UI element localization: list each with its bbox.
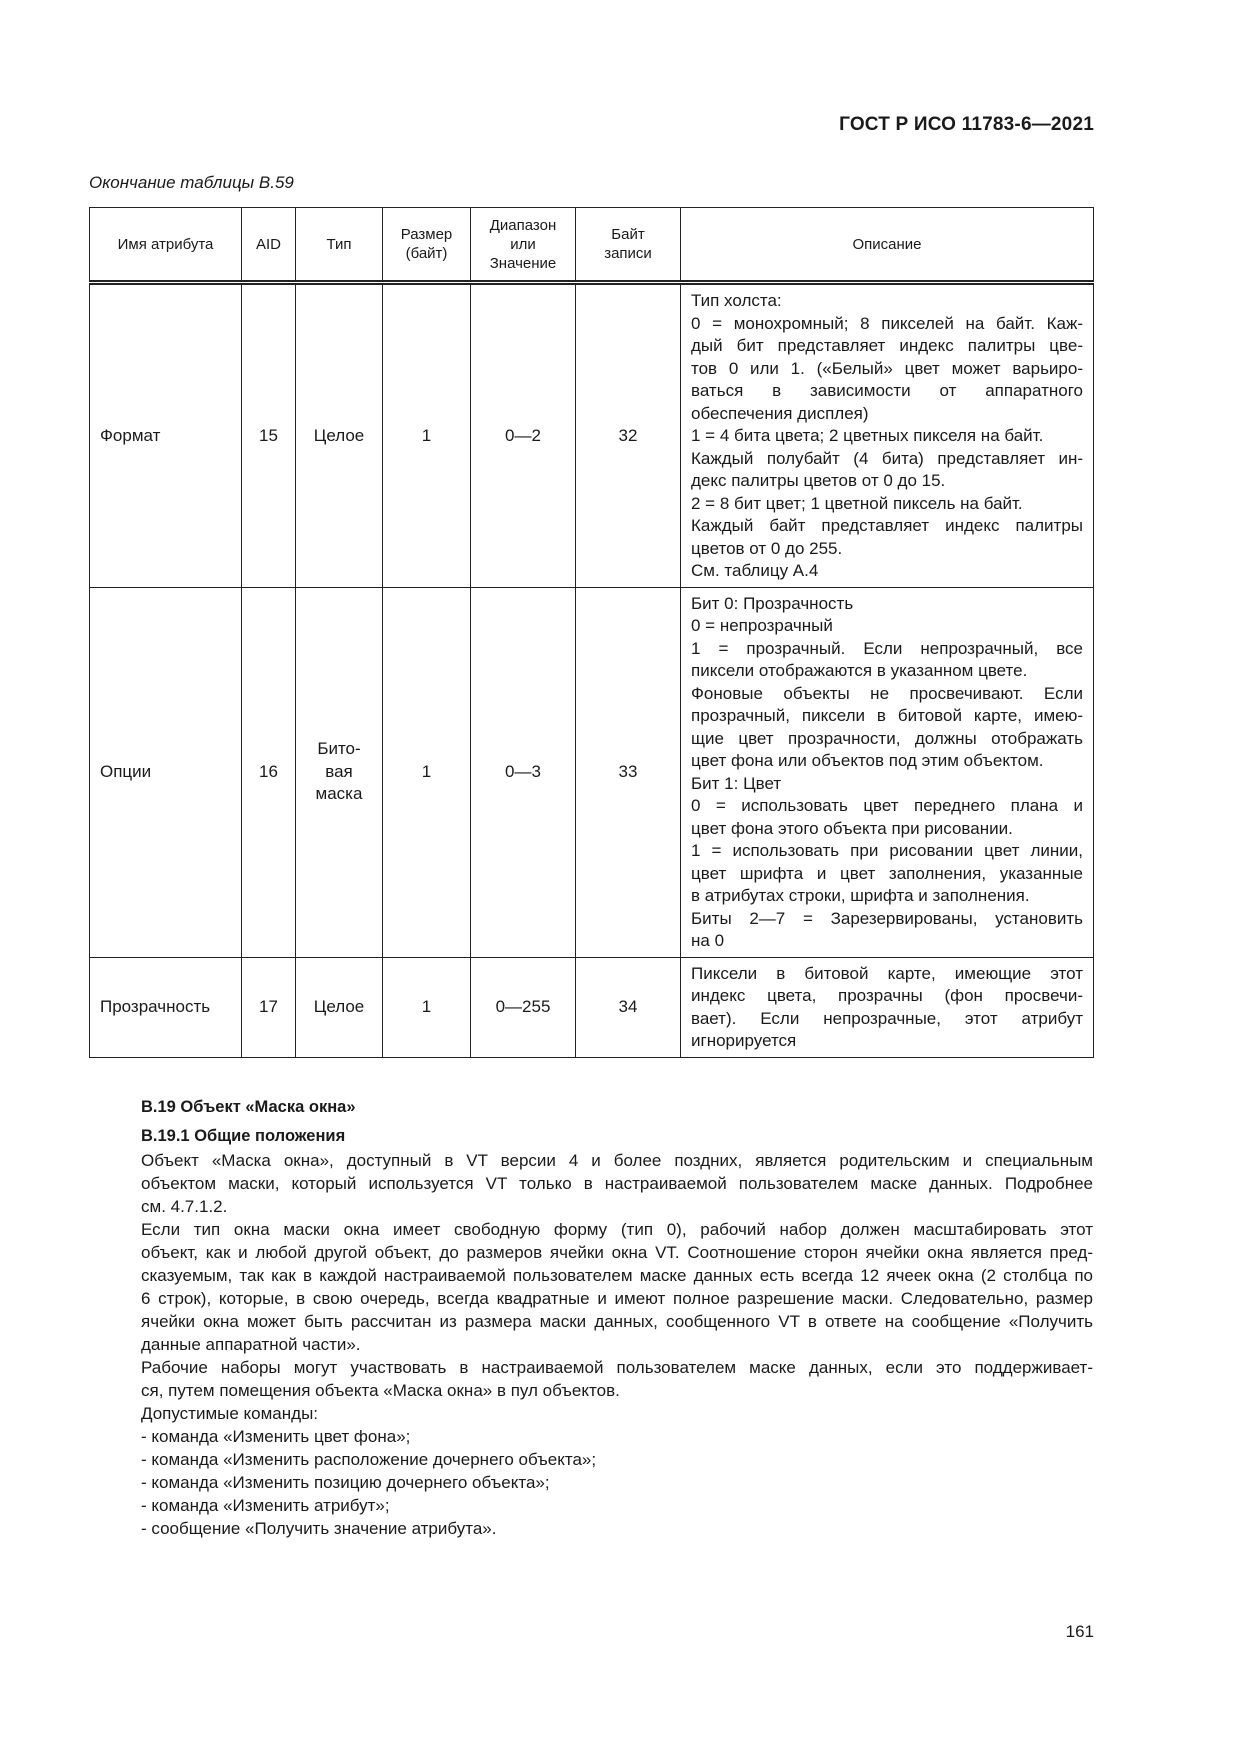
cell-description bbox=[681, 283, 1094, 588]
paragraph-line: ячейки окна может быть рассчитан из размера маски данных, сообщенного VT в ответе на сообщение «Получить bbox=[141, 1312, 1093, 1331]
cell-size: 1 bbox=[383, 957, 471, 1057]
document-standard-header: ГОСТ Р ИСО 11783-6—2021 bbox=[839, 114, 1094, 135]
description-line: в атрибутах строки, шрифта и заполнения. bbox=[691, 886, 1030, 905]
table-caption: Окончание таблицы В.59 bbox=[89, 173, 294, 192]
table-header-row bbox=[90, 208, 1094, 283]
cell-byte: 34 bbox=[576, 957, 681, 1057]
description-line: индекс цвета, прозрачны (фон просвечи- bbox=[691, 986, 1083, 1005]
cell-description bbox=[681, 957, 1094, 1057]
cell-byte: 32 bbox=[576, 283, 681, 588]
description-line: Бит 1: Цвет bbox=[691, 773, 782, 793]
paragraph-line: Если тип окна маски окна имеет свободную форму (тип 0), рабочий набор должен масштабировать этот bbox=[141, 1220, 1093, 1239]
cell-type bbox=[296, 587, 383, 957]
cell-type: Целое bbox=[296, 283, 383, 588]
paragraph-line: объектом маски, который используется VT только в настраиваемой пользователем маске данных. Подробнее bbox=[141, 1174, 1093, 1193]
description-line: игнорируется bbox=[691, 1031, 797, 1050]
paragraph-line: см. 4.7.1.2. bbox=[141, 1197, 228, 1216]
section-body bbox=[89, 1149, 1093, 1425]
table-row bbox=[90, 587, 1094, 957]
cell-attribute-name: Прозрачность bbox=[90, 957, 242, 1057]
subsection-title: В.19.1 Общие положения bbox=[141, 1127, 346, 1145]
description-line: Фоновые объекты не просвечивают. Если bbox=[691, 683, 1083, 703]
table-row bbox=[90, 957, 1094, 1057]
description-line: 0 = монохромный; 8 пикселей на байт. Каж- bbox=[691, 313, 1083, 333]
description-line: 1 = прозрачный. Если непрозрачный, все bbox=[691, 638, 1083, 658]
cell-size: 1 bbox=[383, 587, 471, 957]
description-line: Каждый байт представляет индекс палитры bbox=[691, 516, 1083, 535]
description-line: 1 = 4 бита цвета; 2 цветных пикселя на байт. bbox=[691, 426, 1044, 445]
list-item: - команда «Изменить расположение дочернего объекта»; bbox=[141, 1450, 597, 1469]
cell-aid: 17 bbox=[242, 957, 296, 1057]
description-line: Бит 0: Прозрачность bbox=[691, 593, 854, 613]
paragraph bbox=[89, 1356, 1093, 1402]
cell-type-text: Бито- вая маска bbox=[315, 739, 363, 804]
description-line: 0 = непрозрачный bbox=[691, 616, 833, 635]
description-line: См. таблицу А.4 bbox=[691, 561, 819, 580]
description-line: цвет фона или объектов под этим объектом. bbox=[691, 751, 1044, 770]
description-line: Биты 2—7 = Зарезервированы, установить bbox=[691, 908, 1083, 928]
list-item: - команда «Изменить позицию дочернего объекта»; bbox=[141, 1473, 550, 1492]
col-header-description: Описание bbox=[681, 208, 1094, 283]
description-line: вает). Если непрозрачные, этот атрибут bbox=[691, 1008, 1083, 1028]
cell-byte: 33 bbox=[576, 587, 681, 957]
cell-attribute-name: Опции bbox=[90, 587, 242, 957]
col-header-byte bbox=[576, 208, 681, 283]
cell-aid: 15 bbox=[242, 283, 296, 588]
paragraph-line: объект, как и любой другой объект, до размеров ячейки окна VT. Соотношение сторон ячейки окна является пред- bbox=[141, 1243, 1093, 1262]
cell-aid: 16 bbox=[242, 587, 296, 957]
description-line: прозрачный, пиксели в битовой карте, имею- bbox=[691, 706, 1083, 725]
description-line: цвет шрифта и цвет заполнения, указанные bbox=[691, 863, 1083, 883]
col-header-size bbox=[383, 208, 471, 283]
paragraph-line: Допустимые команды: bbox=[141, 1404, 319, 1423]
description-line: декс палитры цветов от 0 до 15. bbox=[691, 471, 946, 490]
description-line: пиксели отображаются в указанном цвете. bbox=[691, 661, 1028, 680]
description-line: Каждый полубайт (4 бита) представляет ин- bbox=[691, 448, 1083, 468]
description-line: обеспечения дисплея) bbox=[691, 403, 869, 423]
cell-attribute-name: Формат bbox=[90, 283, 242, 588]
cell-size: 1 bbox=[383, 283, 471, 588]
cell-range: 0—255 bbox=[471, 957, 576, 1057]
description-line: 1 = использовать при рисовании цвет линии, bbox=[691, 841, 1083, 860]
description-line: на 0 bbox=[691, 931, 725, 950]
paragraph-line: ся, путем помещения объекта «Маска окна» в пул объектов. bbox=[141, 1381, 620, 1400]
cell-type: Целое bbox=[296, 957, 383, 1057]
description-line: ваться в зависимости от аппаратного bbox=[691, 381, 1083, 400]
cell-range: 0—2 bbox=[471, 283, 576, 588]
list-item: - команда «Изменить атрибут»; bbox=[141, 1496, 390, 1515]
page-number: 161 bbox=[1065, 1622, 1094, 1641]
col-header-size-text: Размер (байт) bbox=[400, 226, 453, 262]
cell-range: 0—3 bbox=[471, 587, 576, 957]
description-line: 2 = 8 бит цвет; 1 цветной пиксель на байт. bbox=[691, 493, 1023, 513]
description-line: дый бит представляет индекс палитры цве- bbox=[691, 336, 1083, 355]
paragraph bbox=[89, 1218, 1093, 1356]
description-line: цвет фона этого объекта при рисовании. bbox=[691, 818, 1013, 838]
paragraph-line: данные аппаратной части». bbox=[141, 1335, 361, 1354]
col-header-byte-text: Байт записи bbox=[604, 226, 652, 262]
paragraph-line: Рабочие наборы могут участвовать в настраиваемой пользователем маске данных, если это поддерживает- bbox=[141, 1358, 1093, 1377]
paragraph-line: сказуемым, так как в каждой настраиваемой пользователем маске данных есть всегда 12 ячеек окна (2 столбца по bbox=[141, 1266, 1093, 1285]
paragraph-line: 6 строк), которые, в свою очередь, всегда квадратные и имеют полное разрешение маски. Следовательно, размер bbox=[141, 1289, 1093, 1308]
description-line: Пиксели в битовой карте, имеющие этот bbox=[691, 963, 1083, 983]
paragraph-line: Объект «Маска окна», доступный в VT версии 4 и более поздних, является родительским и специальным bbox=[141, 1151, 1093, 1170]
commands-list bbox=[141, 1425, 596, 1540]
paragraph bbox=[89, 1402, 1093, 1425]
section-title: В.19 Объект «Маска окна» bbox=[141, 1098, 356, 1116]
col-header-range-text: Диапазон или Значение bbox=[489, 216, 557, 272]
col-header-aid: AID bbox=[242, 208, 296, 283]
description-line: 0 = использовать цвет переднего плана и bbox=[691, 796, 1083, 815]
col-header-range bbox=[471, 208, 576, 283]
list-item: - сообщение «Получить значение атрибута». bbox=[141, 1519, 497, 1538]
description-line: Тип холста: bbox=[691, 291, 782, 310]
list-item: - команда «Изменить цвет фона»; bbox=[141, 1427, 411, 1446]
col-header-name: Имя атрибута bbox=[90, 208, 242, 283]
description-line: тов 0 или 1. («Белый» цвет может варьиро- bbox=[691, 358, 1083, 378]
attribute-table bbox=[89, 207, 1094, 1058]
description-line: щие цвет прозрачности, должны отображать bbox=[691, 728, 1083, 748]
description-line: цветов от 0 до 255. bbox=[691, 538, 843, 558]
table-row bbox=[90, 283, 1094, 588]
paragraph bbox=[89, 1149, 1093, 1218]
col-header-type: Тип bbox=[296, 208, 383, 283]
cell-description bbox=[681, 587, 1094, 957]
